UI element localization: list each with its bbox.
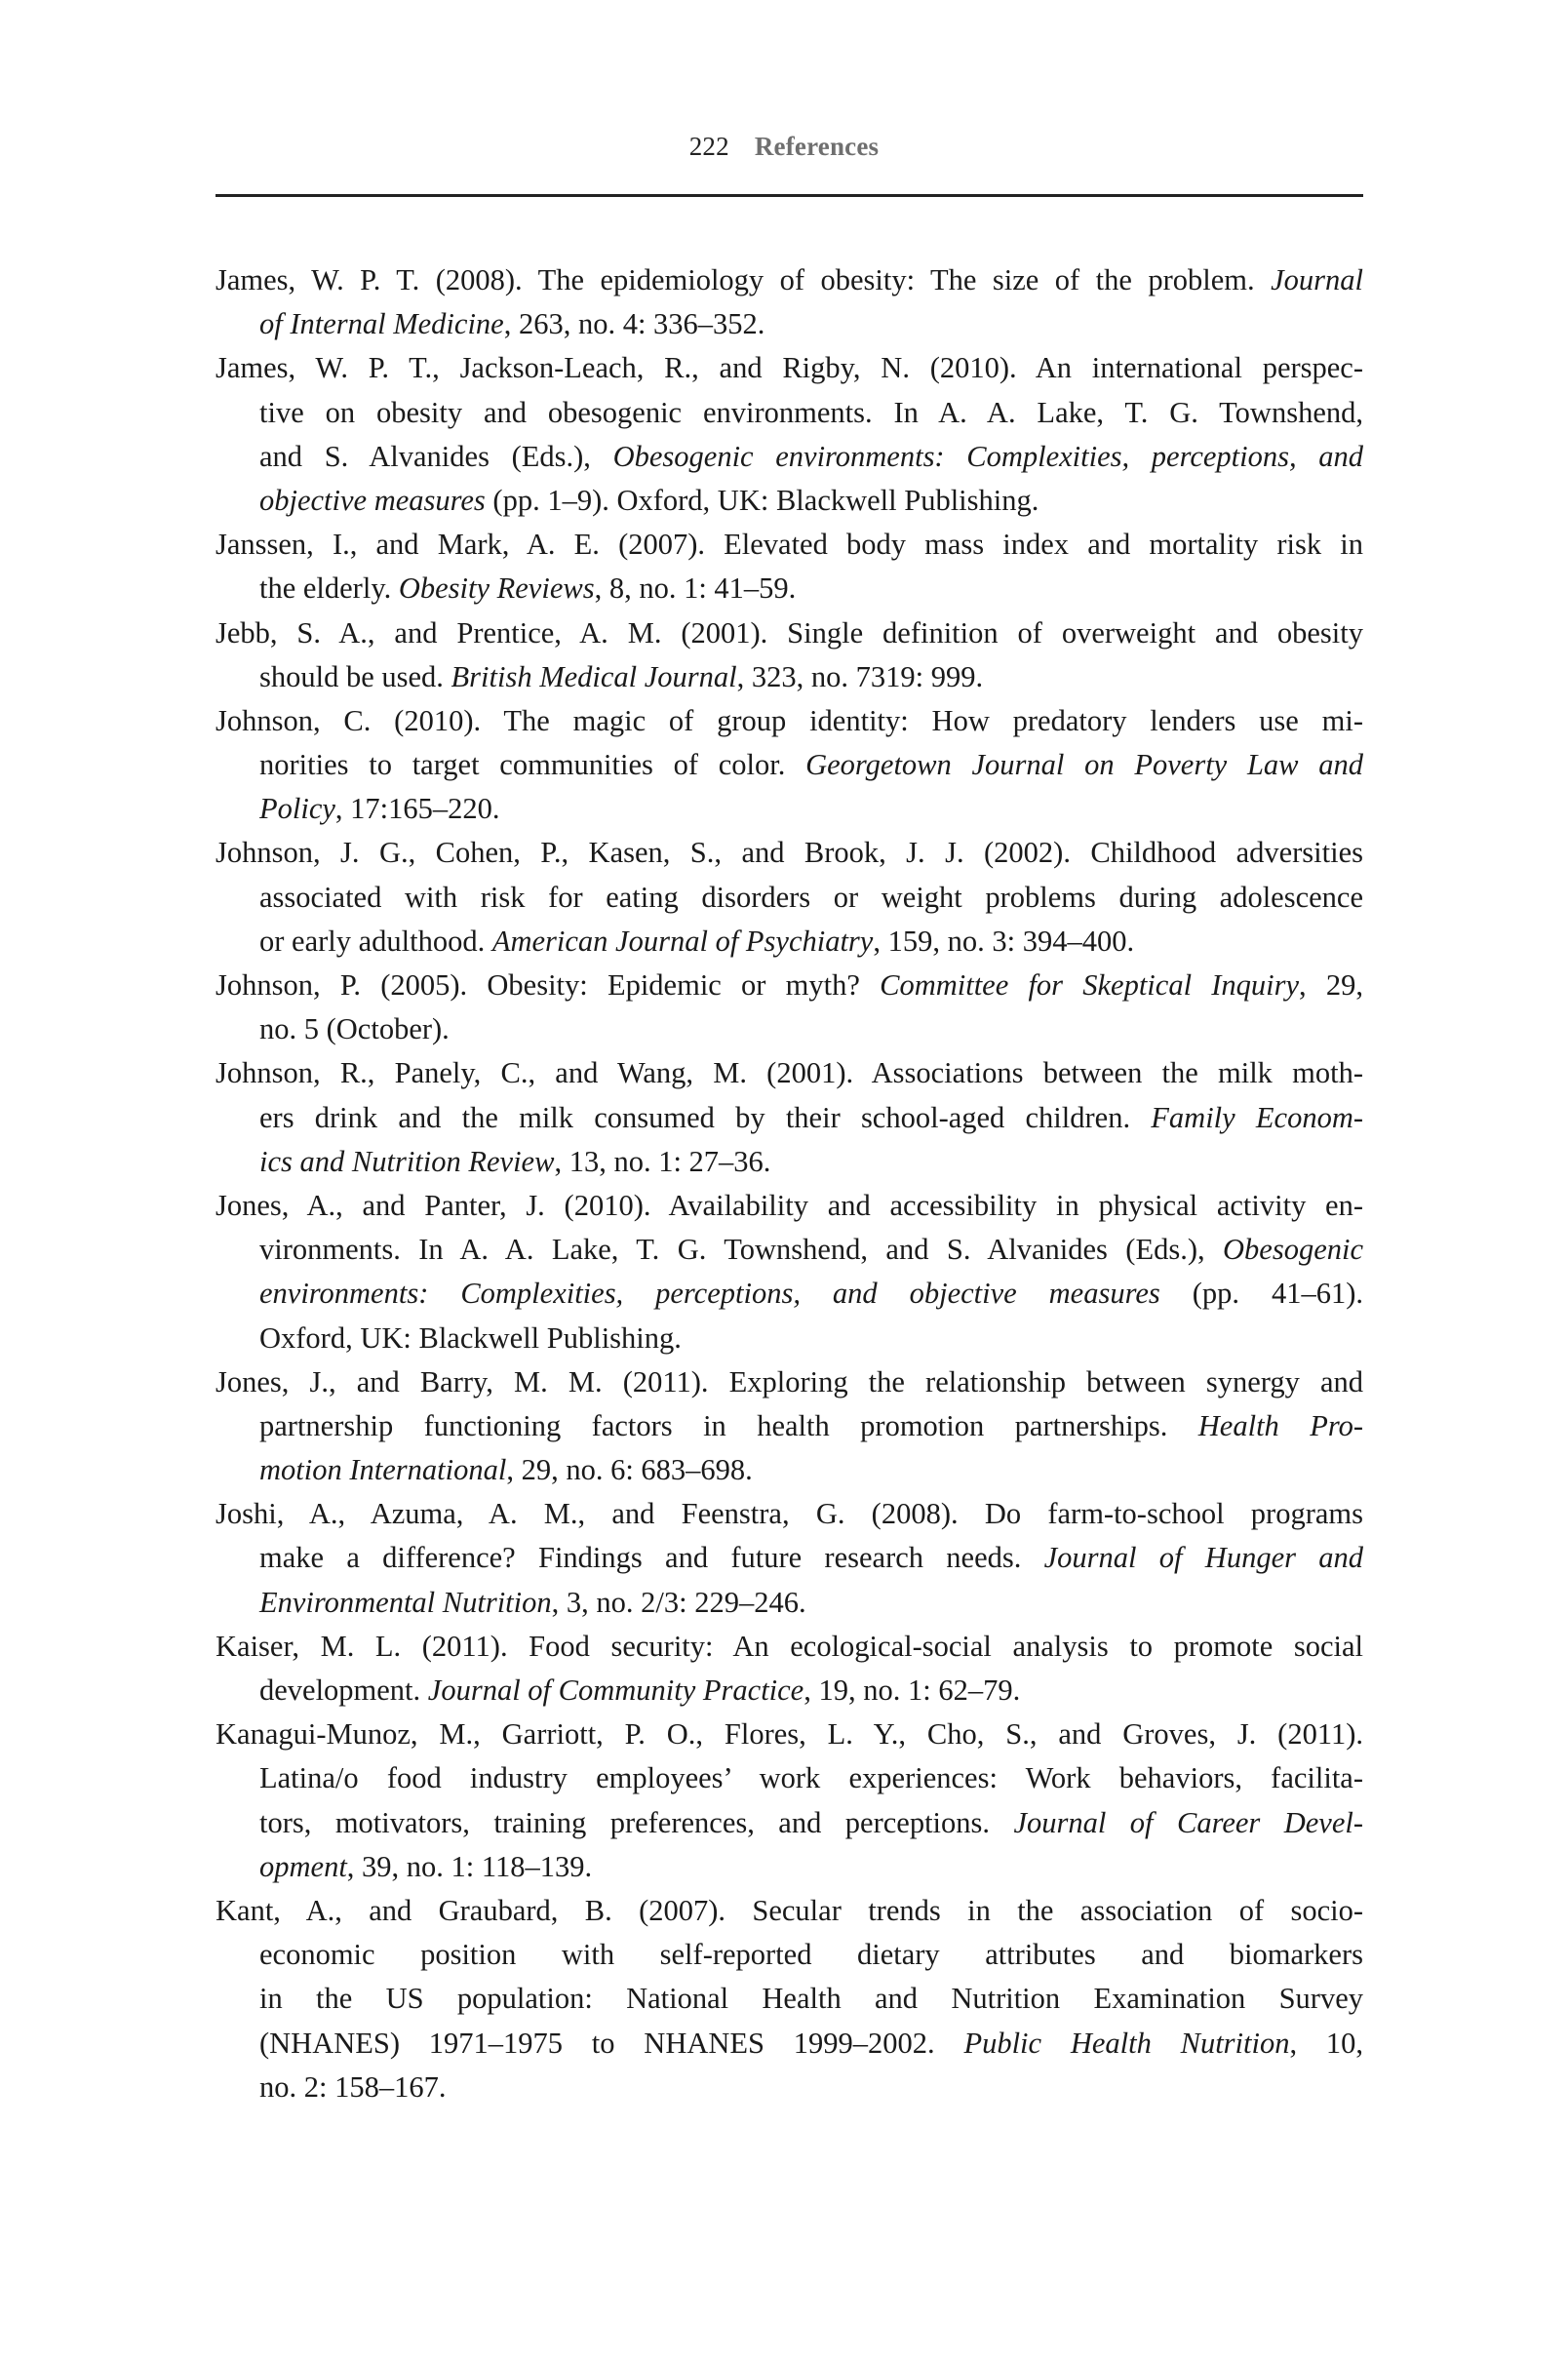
reference-text: development. bbox=[259, 1674, 428, 1707]
reference-italic-text: Policy bbox=[259, 792, 335, 826]
reference-line bbox=[216, 346, 1363, 390]
reference-line bbox=[216, 2022, 1363, 2066]
reference-line bbox=[216, 1801, 1363, 1845]
reference-line bbox=[216, 1756, 1363, 1800]
reference-text: Johnson, C. (2010). The magic of group identity: How predatory lenders use mi- bbox=[216, 703, 1363, 737]
reference-line bbox=[216, 567, 1363, 610]
reference-line bbox=[216, 876, 1363, 920]
reference-line bbox=[216, 1625, 1363, 1669]
reference-line bbox=[216, 1845, 1363, 1889]
reference-entry bbox=[216, 1889, 1363, 2109]
reference-line bbox=[216, 699, 1363, 743]
reference-text: partnership functioning factors in health promotion partnerships. bbox=[259, 1408, 1198, 1442]
reference-line bbox=[216, 964, 1363, 1007]
reference-line bbox=[216, 1404, 1363, 1448]
reference-text: Joshi, A., Azuma, A. M., and Feenstra, G. (2008). Do farm-to-school programs bbox=[216, 1497, 1363, 1531]
reference-text: , 13, no. 1: 27–36. bbox=[554, 1144, 771, 1178]
reference-italic-text: objective measures bbox=[259, 483, 486, 517]
reference-text: James, W. P. T. (2008). The epidemiology of obesity: The size of the problem. bbox=[216, 263, 1272, 296]
reference-italic-text: American Journal of Psychiatry bbox=[491, 924, 874, 958]
reference-entry bbox=[216, 346, 1363, 523]
reference-text: no. 5 (October). bbox=[259, 1012, 450, 1046]
reference-italic-text: motion International bbox=[259, 1453, 507, 1487]
reference-line bbox=[216, 1889, 1363, 1933]
reference-text: James, W. P. T., Jackson-Leach, R., and Rigby, N. (2010). An international perspec- bbox=[216, 351, 1363, 385]
reference-italic-text: British Medical Journal bbox=[451, 659, 737, 693]
reference-text: Johnson, R., Panely, C., and Wang, M. (2001). Associations between the milk moth- bbox=[216, 1056, 1363, 1090]
reference-italic-text: ics and Nutrition Review bbox=[259, 1144, 555, 1178]
reference-text: Johnson, P. (2005). Obesity: Epidemic or myth? bbox=[216, 968, 881, 1002]
reference-text: or early adulthood. bbox=[259, 924, 492, 958]
reference-line bbox=[216, 920, 1363, 964]
header-rule bbox=[216, 194, 1363, 197]
reference-text: Kaiser, M. L. (2011). Food security: An ecological-social analysis to promote social bbox=[216, 1629, 1363, 1663]
reference-italic-text: Family Econom- bbox=[1151, 1100, 1364, 1134]
reference-text: Johnson, J. G., Cohen, P., Kasen, S., and Brook, J. J. (2002). Childhood adversities bbox=[216, 836, 1363, 870]
reference-text: , 29, bbox=[1299, 968, 1364, 1002]
reference-text: (pp. 1–9). Oxford, UK: Blackwell Publishing. bbox=[485, 483, 1039, 517]
reference-italic-text: Obesity Reviews bbox=[398, 571, 595, 606]
reference-italic-text: Journal of Hunger and bbox=[1043, 1541, 1363, 1575]
reference-text: Jones, A., and Panter, J. (2010). Availability and accessibility in physical activity en- bbox=[216, 1188, 1363, 1222]
reference-entry bbox=[216, 258, 1363, 346]
reference-list bbox=[216, 258, 1363, 2109]
reference-line bbox=[216, 1669, 1363, 1713]
reference-italic-text: Committee for Skeptical Inquiry bbox=[880, 968, 1300, 1002]
reference-italic-text: Journal bbox=[1271, 263, 1363, 296]
reference-line bbox=[216, 435, 1363, 479]
reference-italic-text: Environmental Nutrition bbox=[259, 1585, 552, 1619]
reference-line bbox=[216, 1536, 1363, 1580]
reference-text: should be used. bbox=[259, 659, 451, 693]
reference-line bbox=[216, 1272, 1363, 1316]
reference-line bbox=[216, 611, 1363, 655]
reference-italic-text: Public Health Nutrition bbox=[963, 2026, 1290, 2060]
reference-line bbox=[216, 1228, 1363, 1272]
reference-text: Jones, J., and Barry, M. M. (2011). Exploring the relationship between synergy and bbox=[216, 1364, 1363, 1398]
reference-text: Janssen, I., and Mark, A. E. (2007). Elevated body mass index and mortality risk in bbox=[216, 528, 1363, 562]
reference-text: make a difference? Findings and future research needs. bbox=[259, 1541, 1044, 1575]
reference-text: tors, motivators, training preferences, and perceptions. bbox=[259, 1805, 1014, 1839]
section-title: References bbox=[754, 132, 880, 161]
reference-line bbox=[216, 391, 1363, 435]
running-header bbox=[0, 132, 1568, 162]
reference-text: , 17:165–220. bbox=[334, 792, 500, 826]
reference-text: vironments. In A. A. Lake, T. G. Townshend, and S. Alvanides (Eds.), bbox=[259, 1233, 1224, 1267]
reference-text: tive on obesity and obesogenic environments. In A. A. Lake, T. G. Townshend, bbox=[259, 395, 1363, 429]
reference-italic-text: Health Pro- bbox=[1197, 1408, 1363, 1442]
reference-entry bbox=[216, 1713, 1363, 1889]
reference-entry bbox=[216, 1184, 1363, 1360]
reference-text: , 8, no. 1: 41–59. bbox=[594, 571, 797, 606]
reference-text: , 19, no. 1: 62–79. bbox=[804, 1674, 1021, 1707]
reference-entry bbox=[216, 611, 1363, 699]
reference-italic-text: Obesogenic environments: Complexities, perceptions, and bbox=[612, 439, 1363, 473]
reference-line bbox=[216, 1317, 1363, 1360]
reference-text: associated with risk for eating disorders or weight problems during adolescence bbox=[259, 880, 1363, 914]
reference-line bbox=[216, 1492, 1363, 1536]
reference-italic-text: Journal of Career Devel- bbox=[1013, 1805, 1363, 1839]
reference-text: Kanagui-Munoz, M., Garriott, P. O., Flores, L. Y., Cho, S., and Groves, J. (2011). bbox=[216, 1717, 1363, 1752]
page-number: 222 bbox=[688, 132, 729, 161]
reference-text: economic position with self-reported dietary attributes and biomarkers bbox=[259, 1938, 1363, 1972]
reference-line bbox=[216, 302, 1363, 346]
reference-entry bbox=[216, 1360, 1363, 1493]
reference-line bbox=[216, 1933, 1363, 1977]
reference-entry bbox=[216, 523, 1363, 610]
reference-text: and S. Alvanides (Eds.), bbox=[259, 439, 613, 473]
reference-line bbox=[216, 1581, 1363, 1625]
reference-text: Jebb, S. A., and Prentice, A. M. (2001). Single definition of overweight and obesity bbox=[216, 615, 1363, 650]
reference-italic-text: of Internal Medicine bbox=[259, 307, 504, 341]
reference-italic-text: Georgetown Journal on Poverty Law and bbox=[805, 748, 1363, 782]
reference-line bbox=[216, 1096, 1363, 1140]
reference-text: norities to target communities of color. bbox=[259, 748, 806, 782]
reference-line bbox=[216, 1360, 1363, 1404]
reference-line bbox=[216, 1140, 1363, 1184]
reference-text: Kant, A., and Graubard, B. (2007). Secular trends in the association of socio- bbox=[216, 1893, 1363, 1927]
reference-text: no. 2: 158–167. bbox=[259, 2069, 447, 2104]
reference-line bbox=[216, 787, 1363, 831]
reference-text: , 159, no. 3: 394–400. bbox=[873, 924, 1135, 958]
reference-line bbox=[216, 1051, 1363, 1095]
reference-line bbox=[216, 258, 1363, 302]
reference-text: Latina/o food industry employees’ work experiences: Work behaviors, facilita- bbox=[259, 1761, 1363, 1795]
reference-text: (NHANES) 1971–1975 to NHANES 1999–2002. bbox=[259, 2026, 964, 2060]
reference-line bbox=[216, 655, 1363, 699]
reference-text: , 263, no. 4: 336–352. bbox=[503, 307, 765, 341]
reference-text: , 3, no. 2/3: 229–246. bbox=[551, 1585, 806, 1619]
reference-line bbox=[216, 479, 1363, 523]
reference-line bbox=[216, 1007, 1363, 1051]
reference-line bbox=[216, 2066, 1363, 2109]
reference-entry bbox=[216, 699, 1363, 832]
reference-entry bbox=[216, 1625, 1363, 1713]
reference-text: (pp. 41–61). bbox=[1159, 1277, 1363, 1311]
reference-italic-text: environments: Complexities, perceptions, and objective measures bbox=[259, 1277, 1160, 1311]
reference-line bbox=[216, 743, 1363, 787]
reference-text: , 29, no. 6: 683–698. bbox=[506, 1453, 753, 1487]
reference-line bbox=[216, 1977, 1363, 2021]
reference-text: , 323, no. 7319: 999. bbox=[736, 659, 984, 693]
reference-text: in the US population: National Health and Nutrition Examination Survey bbox=[259, 1982, 1363, 2016]
reference-text: , 39, no. 1: 118–139. bbox=[346, 1849, 593, 1883]
reference-entry bbox=[216, 1051, 1363, 1184]
reference-line bbox=[216, 1713, 1363, 1756]
reference-line bbox=[216, 523, 1363, 567]
reference-line bbox=[216, 1448, 1363, 1492]
reference-entry bbox=[216, 964, 1363, 1051]
reference-text: Oxford, UK: Blackwell Publishing. bbox=[259, 1320, 682, 1355]
reference-line bbox=[216, 831, 1363, 875]
reference-italic-text: Obesogenic bbox=[1223, 1233, 1363, 1267]
reference-italic-text: opment bbox=[259, 1849, 347, 1883]
reference-italic-text: Journal of Community Practice bbox=[427, 1674, 804, 1707]
reference-text: , 10, bbox=[1289, 2026, 1364, 2060]
reference-entry bbox=[216, 831, 1363, 964]
reference-text: ers drink and the milk consumed by their school-aged children. bbox=[259, 1100, 1152, 1134]
reference-text: the elderly. bbox=[259, 571, 399, 606]
reference-line bbox=[216, 1184, 1363, 1228]
reference-entry bbox=[216, 1492, 1363, 1625]
